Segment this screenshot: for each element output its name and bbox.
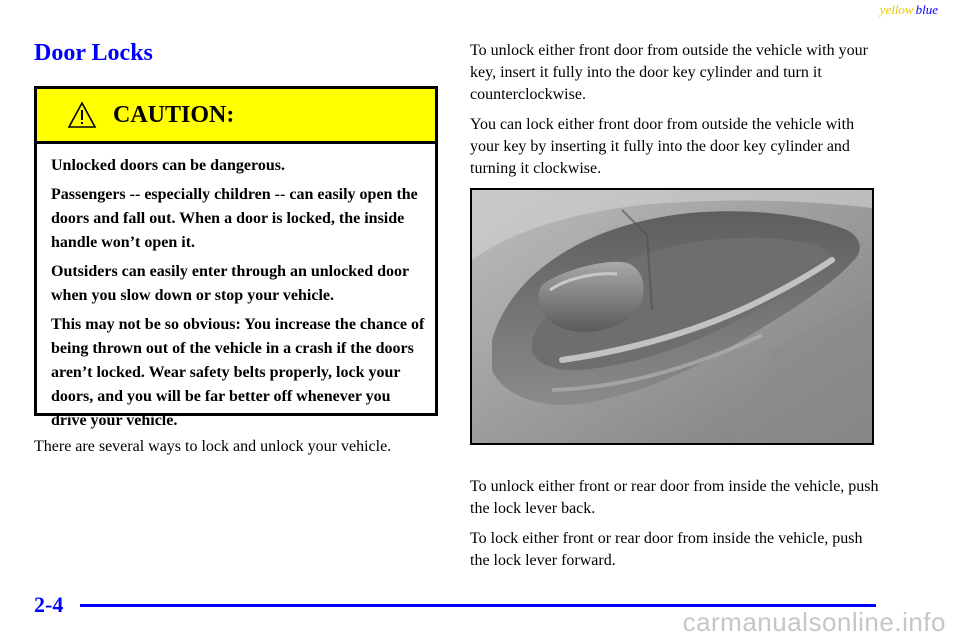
color-tag-yellow: yellow [879, 2, 914, 17]
page-number: 2-4 [34, 592, 64, 617]
instruction-paragraph: You can lock either front door from outside the vehicle with your key by inserting it fully into the door key cylinder and turning it clockwise. [470, 116, 855, 177]
instruction-paragraph: To unlock either front door from outside the vehicle with your key, insert it fully into the door key cylinder and turn it counterclockwise. [470, 42, 868, 103]
instruction-paragraph: To unlock either front or rear door from inside the vehicle, push the lock lever back. [470, 478, 879, 517]
door-handle-photo [470, 188, 874, 445]
caution-label: CAUTION: [113, 101, 235, 128]
caution-paragraph: Passengers -- especially children -- can easily open the doors and fall out. When a door is locked, the inside handle won’t open it. [51, 186, 418, 251]
caution-box [34, 86, 438, 429]
caution-paragraph: Outsiders can easily enter through an unlocked door when you slow down or stop your vehicle. [51, 263, 409, 304]
watermark: carmanualsonline.info [682, 607, 946, 637]
intro-text: There are several ways to lock and unlock your vehicle. [34, 438, 392, 455]
door-handle-illustration [472, 190, 872, 443]
color-tag-blue: blue [915, 2, 938, 17]
caution-paragraph: This may not be so obvious: You increase the chance of being thrown out of the vehicle in a crash if the doors aren’t locked. Wear safety belts properly, lock your doors, and you will be far better off whenever you drive your vehicle. [51, 316, 425, 429]
instruction-paragraph: To lock either front or rear door from inside the vehicle, push the lock lever forward. [470, 530, 863, 569]
caution-body [37, 144, 435, 433]
caution-header [37, 89, 435, 144]
lever-lock-instructions [470, 476, 882, 580]
page-title: Door Locks [34, 40, 153, 66]
warning-triangle-icon [67, 101, 97, 129]
color-tag [880, 2, 938, 18]
caution-paragraph: Unlocked doors can be dangerous. [51, 157, 285, 174]
key-lock-instructions [470, 40, 882, 188]
